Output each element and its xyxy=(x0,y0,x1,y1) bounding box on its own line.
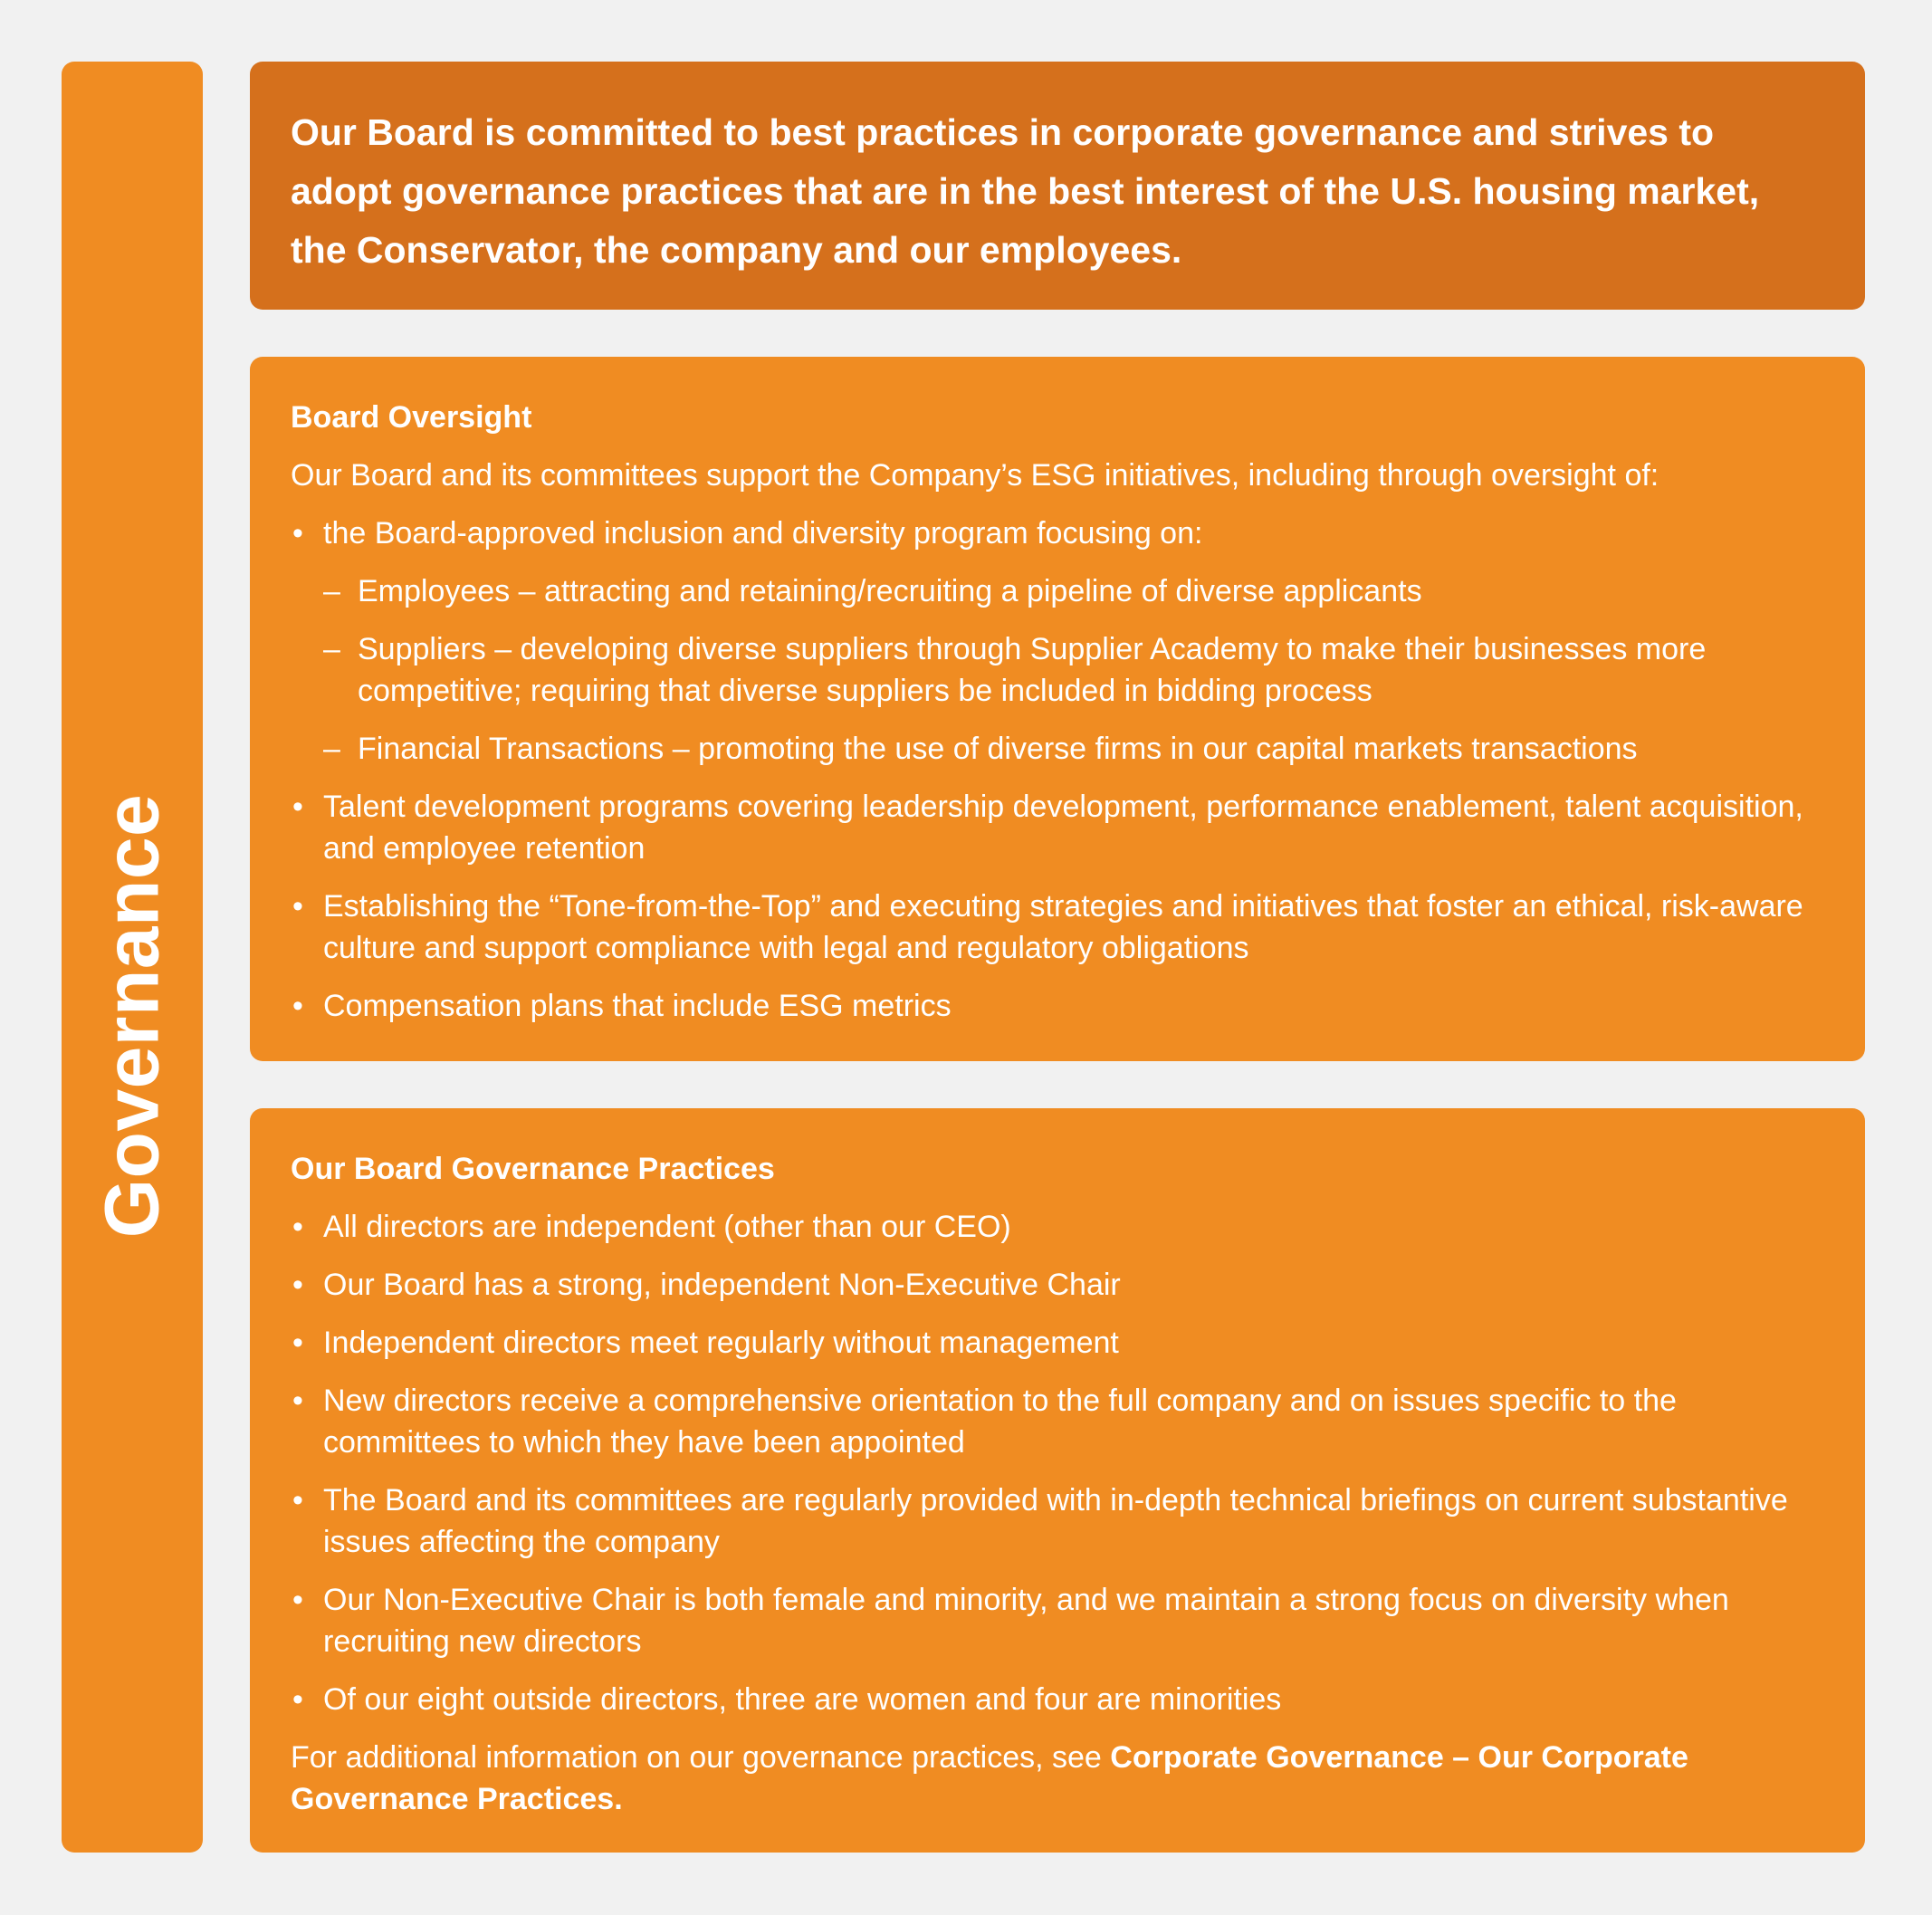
board-oversight-heading: Board Oversight xyxy=(291,400,532,435)
governance-practices-panel xyxy=(250,1108,1865,1853)
list-item: • Compensation plans that include ESG metrics xyxy=(291,985,1829,1027)
board-oversight-list xyxy=(291,512,1829,554)
list-item: • Establishing the “Tone-from-the-Top” and executing strategies and initiatives that foster an ethical, risk-aware culture and support compliance with legal and regulatory obligations xyxy=(291,886,1829,969)
sub-list-item: – Suppliers – developing diverse suppliers through Supplier Academy to make their businesses more competitive; requiring that diverse suppliers be included in bidding process xyxy=(323,628,1829,712)
list-item: • Independent directors meet regularly without management xyxy=(291,1322,1829,1364)
note-prefix: For additional information on our governance practices, see xyxy=(291,1740,1111,1775)
board-oversight-intro: Our Board and its committees support the Company’s ESG initiatives, including through oversight of: xyxy=(291,458,1659,493)
list-item: • Talent development programs covering leadership development, performance enablement, talent acquisition, and employee retention xyxy=(291,786,1829,869)
list-item xyxy=(291,512,1829,554)
list-item: • Our Board has a strong, independent Non-Executive Chair xyxy=(291,1264,1829,1306)
list-item: • Our Non-Executive Chair is both female and minority, and we maintain a strong focus on diversity when recruiting new directors xyxy=(291,1579,1829,1662)
board-oversight-panel xyxy=(250,357,1865,1061)
list-item: • The Board and its committees are regularly provided with in-depth technical briefings on current substantive issues affecting the company xyxy=(291,1479,1829,1563)
list-item-text: the Board-approved inclusion and diversity program focusing on: xyxy=(323,516,1203,551)
sub-list-item: – Employees – attracting and retaining/recruiting a pipeline of diverse applicants xyxy=(323,570,1829,612)
list-item: • New directors receive a comprehensive orientation to the full company and on issues specific to the committees to which they have been appointed xyxy=(291,1380,1829,1463)
note-reference: Corporate Governance – Our Corporate Governance Practices. xyxy=(291,1740,1688,1816)
governance-side-bar xyxy=(62,62,203,1853)
side-title: Governance xyxy=(89,793,175,1239)
board-oversight-list-continued xyxy=(291,786,1829,1027)
governance-practices-list xyxy=(291,1206,1829,1720)
governance-practices-heading: Our Board Governance Practices xyxy=(291,1152,775,1186)
sub-list-item: – Financial Transactions – promoting the use of diverse firms in our capital markets transactions xyxy=(323,728,1829,770)
inclusion-program-sublist xyxy=(291,570,1829,770)
intro-panel xyxy=(250,62,1865,310)
additional-info-note xyxy=(291,1737,1829,1820)
list-item: • Of our eight outside directors, three are women and four are minorities xyxy=(291,1679,1829,1720)
list-item: • All directors are independent (other than our CEO) xyxy=(291,1206,1829,1248)
intro-statement: Our Board is committed to best practices in corporate governance and strives to adopt governance practices that are in the best interest of the U.S. housing market, the Conservator, the company and our employees. xyxy=(291,111,1760,271)
